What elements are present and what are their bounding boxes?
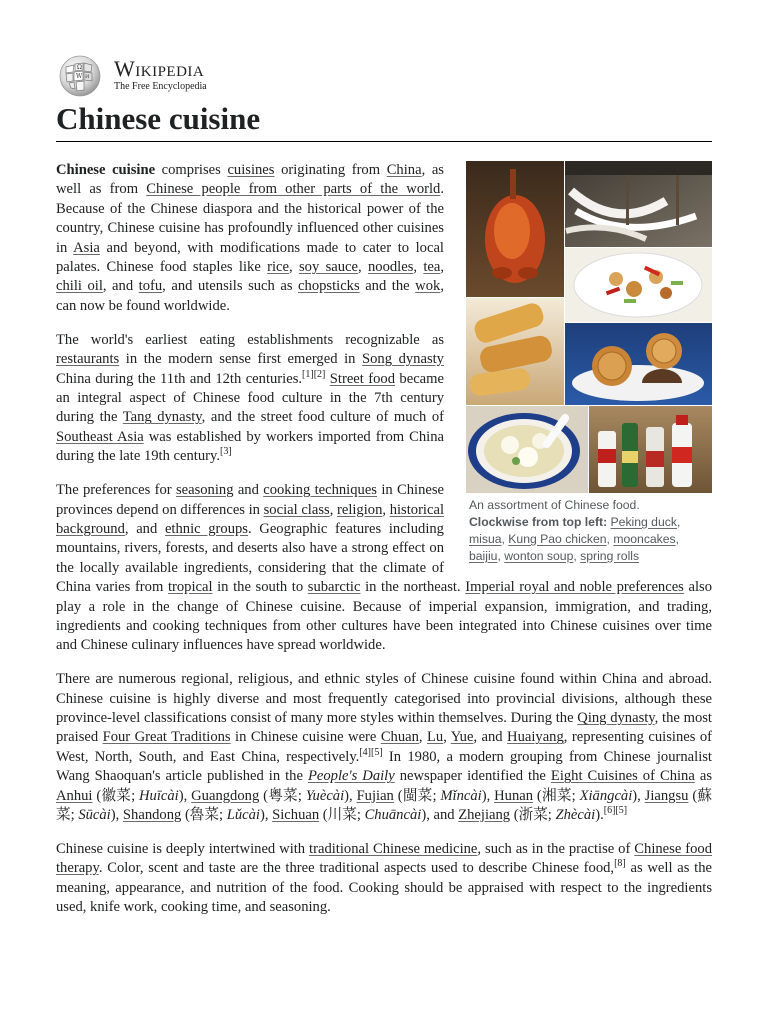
text: (魯菜; [181,807,227,824]
paragraph [56,840,712,918]
text: , [358,259,368,276]
text: , such as in the practise of [477,841,635,857]
text: in the northeast. [360,579,466,596]
text: in the modern sense first emerged in [119,351,362,368]
text: in Chinese cuisine were [230,729,381,746]
text: Chinese cuisine is deeply intertwined with [56,841,310,857]
text: in Chinese provinces depend on differences in [56,482,445,518]
text: , [443,729,451,746]
citation[interactable]: [3] [220,446,232,458]
link[interactable]: subarctic [307,579,361,596]
link[interactable]: Sichuan [272,807,320,824]
link[interactable]: Guangdong [191,787,260,804]
text: ). [595,807,604,824]
text: was established by workers imported from China during the late 19th century. [56,428,444,465]
figure-caption: An assortment of Chinese food. Clockwise from top left: Peking duck, misua, Kung Pao chicken, mooncakes, baijiu, wonton soup, spring rolls [469,498,681,563]
link[interactable]: Jiangsu [644,787,689,804]
svg-text:Ω: Ω [77,64,82,71]
romanization: Lǔcài [226,807,260,824]
text: , [440,259,445,276]
link[interactable]: chopsticks [298,278,360,295]
text: and the [359,278,416,295]
link[interactable]: Yue [450,729,474,746]
romanization: Zhècài [555,807,596,824]
svg-text:И: И [85,74,90,80]
link[interactable]: Song dynasty [362,351,444,368]
paragraph [56,670,712,825]
infobox-figure [466,161,712,565]
link[interactable]: religion [336,501,383,518]
text: In 1980, a modern grouping from Chinese journalist Wang Shaoquan's article published in the [56,748,712,785]
link[interactable]: Lu [427,729,444,746]
text: , as well as from [56,162,444,198]
romanization: Mǐncài [440,787,482,804]
text: newspaper identified the [394,768,551,785]
text: , [413,259,424,276]
link[interactable]: cooking techniques [263,482,377,499]
link[interactable]: Anhui [56,787,93,804]
site-header [56,52,712,98]
text: , representing cuisines of West, North, South, and East China, respectively. [56,729,713,765]
text: (川菜; [319,807,365,824]
wordmark-tagline: The Free Encyclopedia [114,80,207,92]
link[interactable]: chili oil [56,278,103,295]
text: ), [178,787,192,804]
text: , and [124,520,165,537]
link[interactable]: Four Great Traditions [102,729,231,746]
text: There are numerous regional, religious, and ethnic styles of Chinese cuisine found within China and abroad. Chinese cuisine is highly diverse and most frequently categorised into provincial divisions, although these province-level classifications consist of many more styles within themselves. During the [56,671,712,727]
link[interactable]: social class [263,501,330,518]
citation[interactable]: [4] [359,747,371,759]
link[interactable]: Huaiyang [507,729,564,746]
link[interactable]: Imperial royal and noble preferences [465,579,684,596]
link[interactable]: historical background [56,501,444,537]
link[interactable]: tofu [138,278,163,295]
caption-link-misua[interactable]: misua [469,532,502,546]
text: , can now be found worldwide. [56,278,444,314]
link[interactable]: Eight Cuisines of China [550,768,695,785]
caption-bold-label: Clockwise from top left: [469,515,608,529]
text: , and [473,729,508,746]
link[interactable]: rice [267,259,290,276]
link[interactable]: tea [423,259,441,276]
caption-link-spring-rolls[interactable]: spring rolls [580,549,640,563]
text: China during the 11th and 12th centuries. [56,370,303,387]
link[interactable]: Chuan [380,729,419,746]
romanization: Yuècài [305,787,345,804]
citation[interactable]: [5] [615,805,628,817]
text: (徽菜; [92,787,140,804]
link[interactable]: Tang dynasty [122,409,202,426]
text: as [694,768,713,785]
text: . Geographic features including mountains, rivers, forests, and deserts also have a strong effect on the locally available ingredients, considering that the climate of China varies from [56,520,444,596]
link[interactable]: Street food [329,370,396,387]
food-collage-image[interactable] [466,161,712,493]
link[interactable]: Shandong [122,807,182,824]
link[interactable]: ethnic groups [164,520,248,537]
wordmark-title: Wikipedia [114,55,205,81]
text: originating from [274,162,387,178]
text: , [418,729,427,746]
caption-link-peking-duck[interactable]: Peking duck [610,515,677,529]
text: ), [110,807,123,824]
link[interactable]: China [386,162,422,178]
bold-term: Chinese cuisine [56,162,156,178]
link[interactable]: soy sauce [298,259,358,276]
caption-link-baijiu[interactable]: baijiu [469,549,498,563]
wordmark[interactable] [114,55,207,93]
link[interactable]: Chinese food therapy [56,841,713,877]
text: as well as the meaning, appearance, and nutrition of the food. Cooking should be appraised with respect to the ingredients used, knife work, cooking time, and seasoning. [56,860,712,916]
citation[interactable]: [5] [371,747,383,759]
citation[interactable]: [8] [614,858,626,870]
text: (浙菜; [510,807,556,824]
link[interactable]: Fujian [356,787,394,804]
text: , the most praised [56,710,712,746]
link[interactable]: wok [415,278,441,295]
link[interactable]: People's Daily [307,768,395,785]
svg-text:W: W [76,73,83,80]
link[interactable]: Qing dynasty [577,710,655,727]
text: , and [102,278,139,295]
text: and [233,482,264,499]
wikipedia-globe-icon[interactable] [56,53,104,97]
romanization: Chuāncài [364,807,422,824]
text: , and the street food culture of much of [201,409,445,426]
text: The world's earliest eating establishments recognizable as [56,331,444,348]
link[interactable]: Hunan [494,787,534,804]
text: The preferences for [56,482,176,499]
text: . Color, scent and taste are the three traditional aspects used to describe Chinese food, [98,860,615,877]
citation[interactable]: [1] [302,368,314,380]
text: , [329,501,337,518]
link[interactable]: tropical [167,579,213,596]
citation[interactable]: [6] [603,805,616,817]
text: became an integral aspect of Chinese food culture in the 7th century during the [56,370,444,426]
link[interactable]: traditional Chinese medicine [309,841,478,857]
text: comprises [155,162,228,178]
text: ), [481,787,495,804]
text: . Because of the Chinese diaspora and the historical power of the country, Chinese cuisine has profoundly influenced other cuisines in [56,181,444,256]
text: (閩菜; [393,787,441,804]
text: in the south to [212,579,308,596]
link[interactable]: noodles [367,259,414,276]
link[interactable]: Zhejiang [458,807,511,824]
article-body [56,161,712,918]
link[interactable]: Southeast Asia [56,428,144,445]
link[interactable]: seasoning [175,482,234,499]
text: (粵菜; [259,787,306,804]
text: (湘菜; [533,787,580,804]
caption-link-kung-pao-chicken[interactable]: Kung Pao chicken [508,532,607,546]
text: ), and [421,807,459,824]
title-divider [56,141,712,142]
link[interactable]: Asia [73,239,100,256]
caption-link-wonton-soup[interactable]: wonton soup [504,549,574,563]
text: ), [259,807,273,824]
text: and beyond, with modifications made to cater to local palates. Chinese food staples like [56,239,444,276]
text: ), [632,787,645,804]
text: , [289,259,299,276]
text: ), [344,787,357,804]
text: (蘇菜; [56,787,713,824]
page-title: Chinese cuisine [56,101,261,136]
caption-line: An assortment of Chinese food. [469,498,640,512]
romanization: Huīcài [139,787,179,804]
article-page [56,52,712,932]
link[interactable]: cuisines [227,162,275,178]
text: , and utensils such as [162,278,299,295]
romanization: Xiāngcài [579,787,633,804]
romanization: Sūcài [78,807,111,824]
link[interactable]: Chinese people from other parts of the world [146,181,441,198]
link[interactable]: restaurants [56,351,120,368]
text: , [382,501,390,518]
text: also play a role in the change of Chinese cuisine. Because of imperial expansion, immigration, and trading, ingredients and cooking techniques from other cultures have been integrated into Chinese cuisines over time and Chinese culinary influences have spread worldwide. [56,579,712,654]
caption-link-mooncakes[interactable]: mooncakes [613,532,676,546]
citation[interactable]: [2] [313,368,326,380]
